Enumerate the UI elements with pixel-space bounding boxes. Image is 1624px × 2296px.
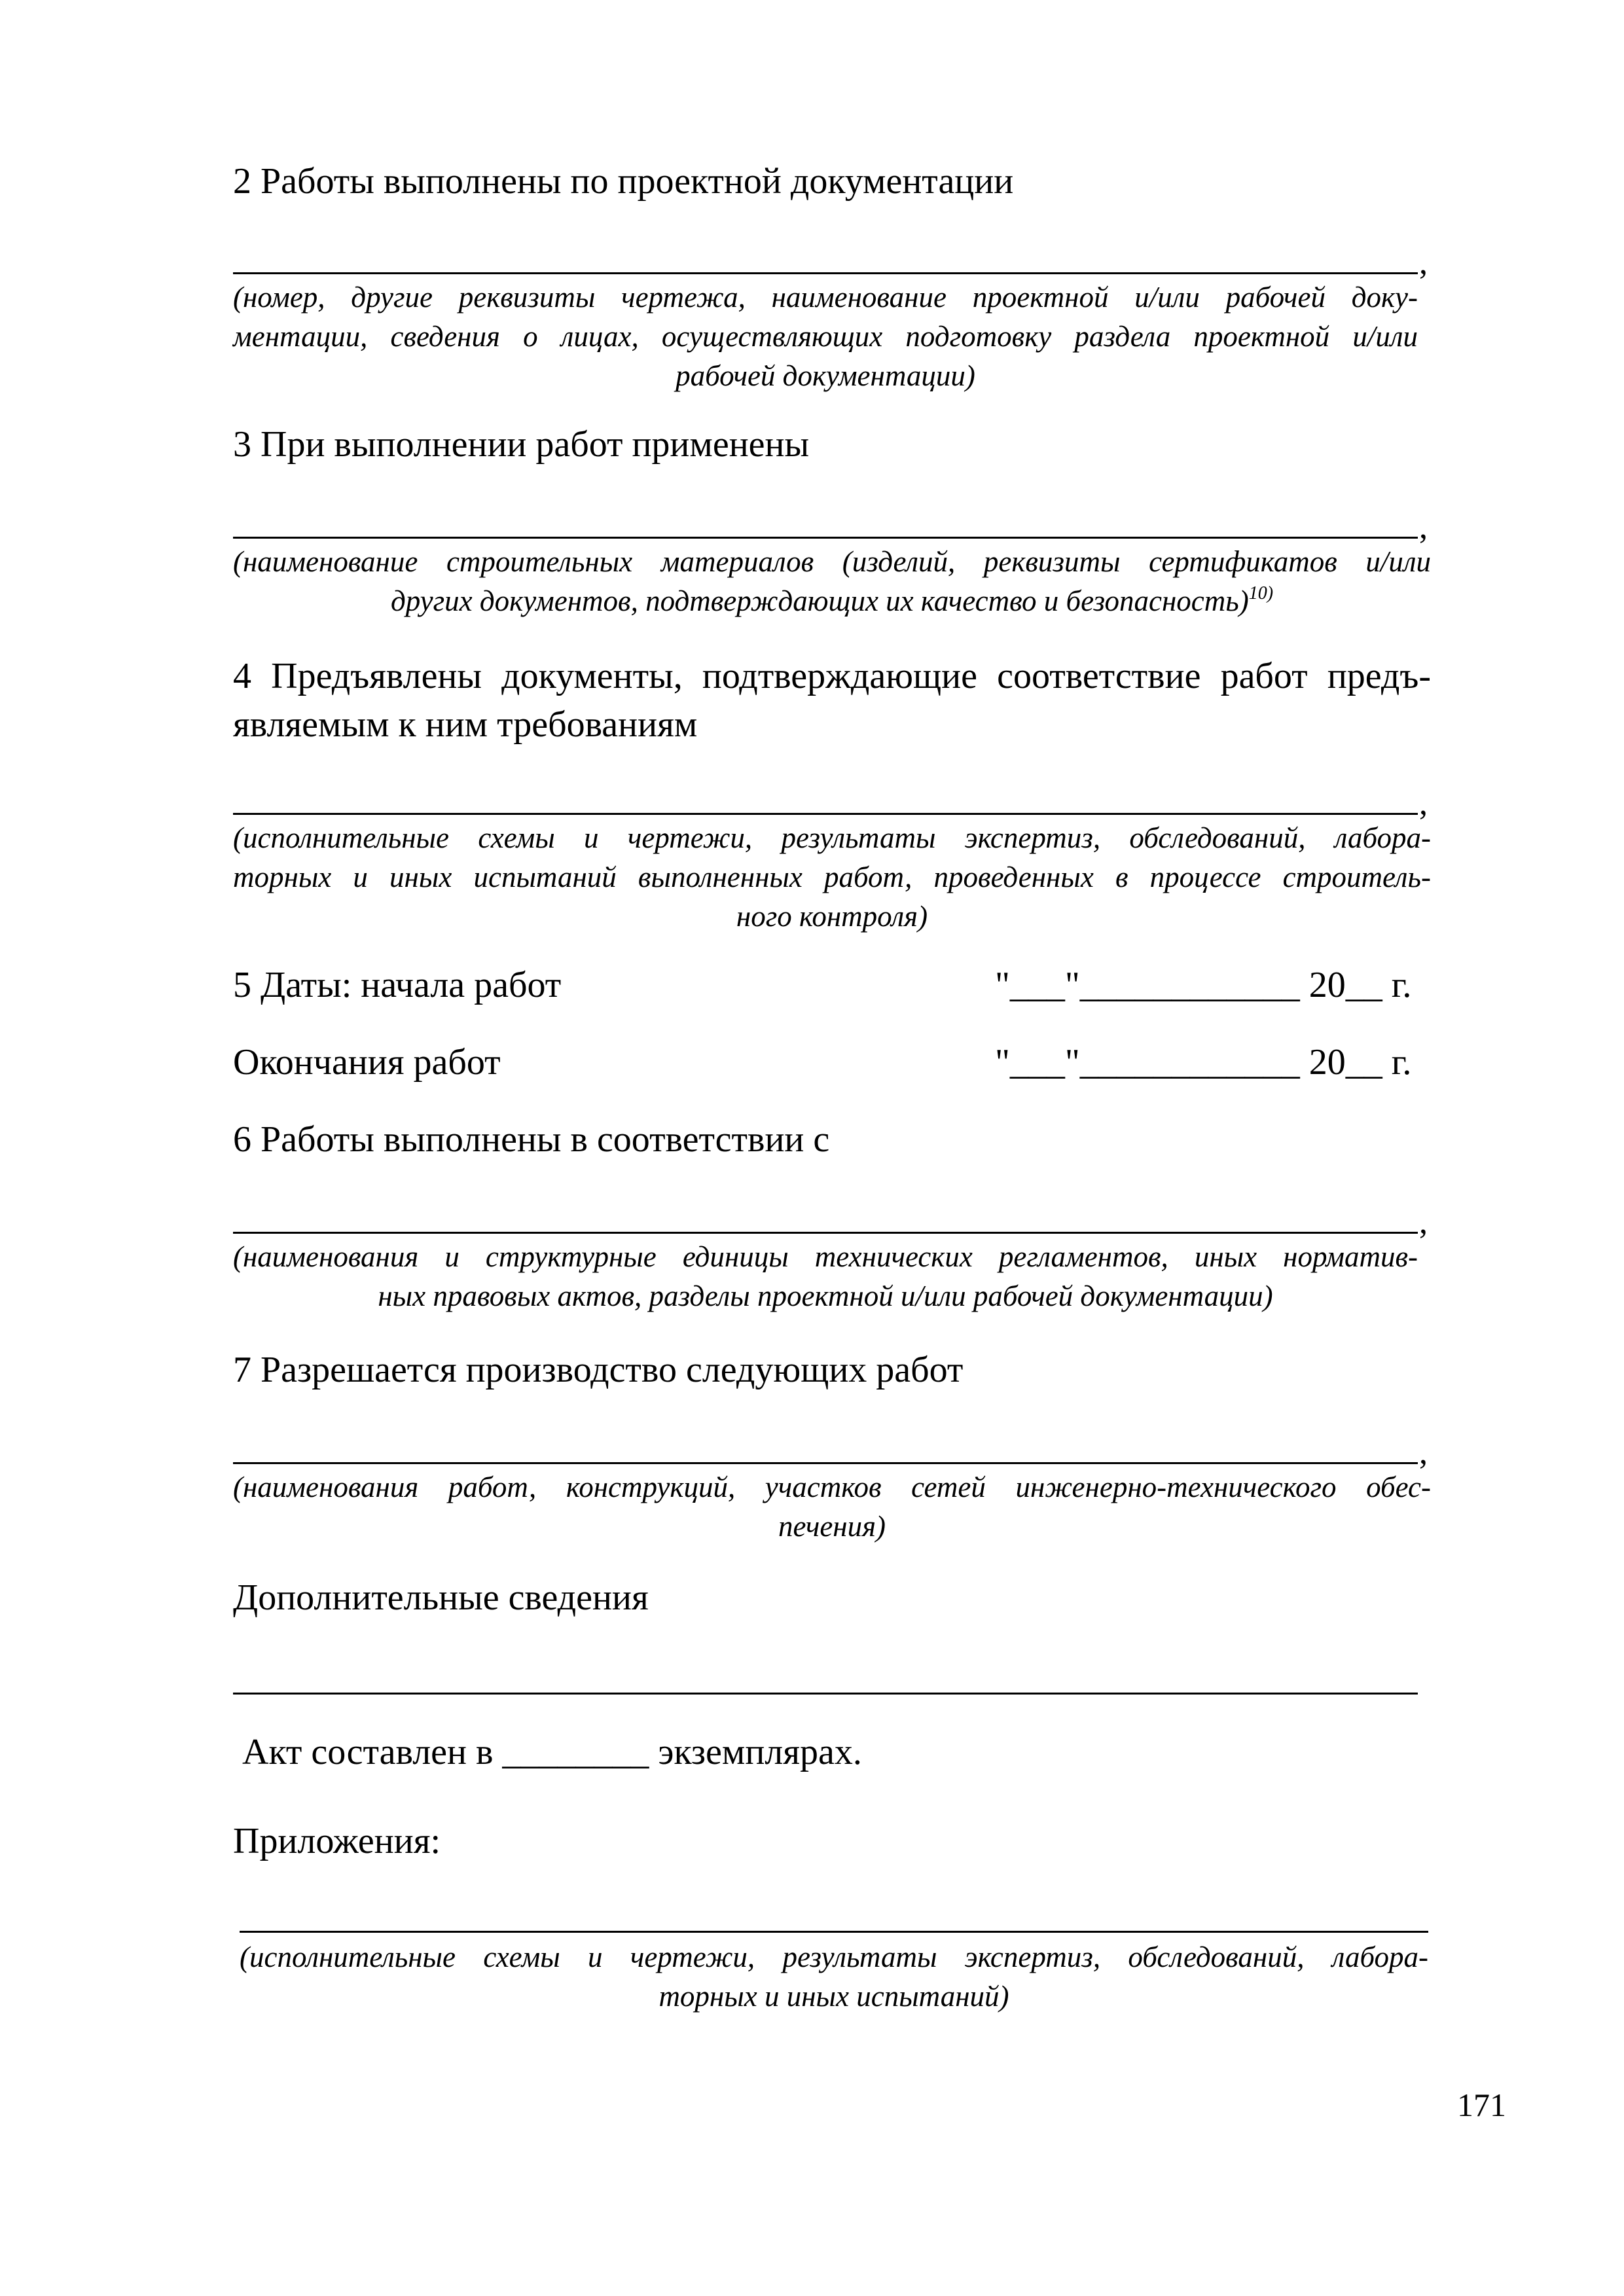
caption-line: (наименования работ, конструкций, участков сетей инженерно-технического обес- bbox=[233, 1471, 1431, 1503]
caption-text: других документов, подтверждающих их качество и безопасность) bbox=[390, 584, 1249, 617]
section-4-fill-line bbox=[233, 813, 1418, 815]
section-4-heading bbox=[233, 652, 1431, 749]
page-number: 171 bbox=[1457, 2087, 1506, 2123]
caption-line: (исполнительные схемы и чертежи, результаты экспертиз, обследований, лабора- bbox=[240, 1941, 1428, 1973]
section-3-comma: , bbox=[1419, 509, 1428, 546]
caption-line: ного контроля) bbox=[736, 900, 928, 933]
additional-info-heading: Дополнительные сведения bbox=[233, 1577, 649, 1618]
end-date-label: Окончания работ bbox=[233, 1042, 501, 1083]
additional-info-fill-line bbox=[233, 1693, 1418, 1695]
section-7-caption bbox=[233, 1467, 1431, 1546]
section-4-caption bbox=[233, 818, 1431, 936]
section-6-heading: 6 Работы выполнены в соответствии с bbox=[233, 1119, 830, 1160]
section-7-heading: 7 Разрешается производство следующих работ bbox=[233, 1350, 964, 1390]
attachments-caption bbox=[240, 1937, 1428, 2016]
section-3-heading: 3 При выполнении работ применены bbox=[233, 424, 810, 465]
caption-line: (наименование строительных материалов (изделий, реквизиты сертификатов и/или bbox=[233, 545, 1431, 578]
caption-line: (исполнительные схемы и чертежи, результаты экспертиз, обследований, лабора- bbox=[233, 821, 1431, 854]
section-2-caption bbox=[233, 278, 1418, 395]
caption-line: торных и иных испытаний выполненных работ, проведенных в процессе строитель- bbox=[233, 861, 1431, 893]
section-4-comma: , bbox=[1419, 785, 1428, 822]
caption-line: рабочей документации) bbox=[676, 359, 975, 392]
caption-line bbox=[233, 581, 1431, 620]
end-date-field: "___"____________ 20__ г. bbox=[995, 1042, 1412, 1083]
caption-line: торных и иных испытаний) bbox=[659, 1980, 1009, 2013]
section-3-caption bbox=[233, 542, 1431, 620]
section-6-comma: , bbox=[1419, 1204, 1428, 1241]
attachments-heading: Приложения: bbox=[233, 1821, 441, 1861]
caption-line: ментации, сведения о лицах, осуществляющих подготовку раздела проектной и/или bbox=[233, 320, 1418, 353]
section-2-comma: , bbox=[1419, 244, 1428, 281]
section-3-fill-line bbox=[233, 537, 1418, 539]
section-2-fill-line bbox=[233, 272, 1418, 274]
heading-line: являемым к ним требованиям bbox=[233, 704, 698, 745]
section-7-fill-line bbox=[233, 1462, 1418, 1464]
start-date-label: 5 Даты: начала работ bbox=[233, 965, 562, 1005]
footnote-mark: 10) bbox=[1248, 583, 1274, 603]
caption-line: ных правовых актов, разделы проектной и/или рабочей документации) bbox=[378, 1280, 1273, 1312]
start-date-field: "___"____________ 20__ г. bbox=[995, 965, 1412, 1005]
heading-line: 4 Предъявлены документы, подтверждающие соответствие работ предъ- bbox=[233, 656, 1431, 696]
section-2-heading: 2 Работы выполнены по проектной документации bbox=[233, 161, 1014, 202]
section-7-comma: , bbox=[1419, 1434, 1428, 1471]
copies-statement: Акт составлен в ________ экземплярах. bbox=[242, 1732, 862, 1772]
section-6-caption bbox=[233, 1237, 1418, 1316]
caption-line: печения) bbox=[778, 1510, 886, 1543]
attachments-fill-line bbox=[240, 1931, 1428, 1933]
caption-line: (наименования и структурные единицы технических регламентов, иных норматив- bbox=[233, 1240, 1418, 1273]
caption-line: (номер, другие реквизиты чертежа, наименование проектной и/или рабочей доку- bbox=[233, 281, 1418, 314]
section-6-fill-line bbox=[233, 1232, 1418, 1234]
